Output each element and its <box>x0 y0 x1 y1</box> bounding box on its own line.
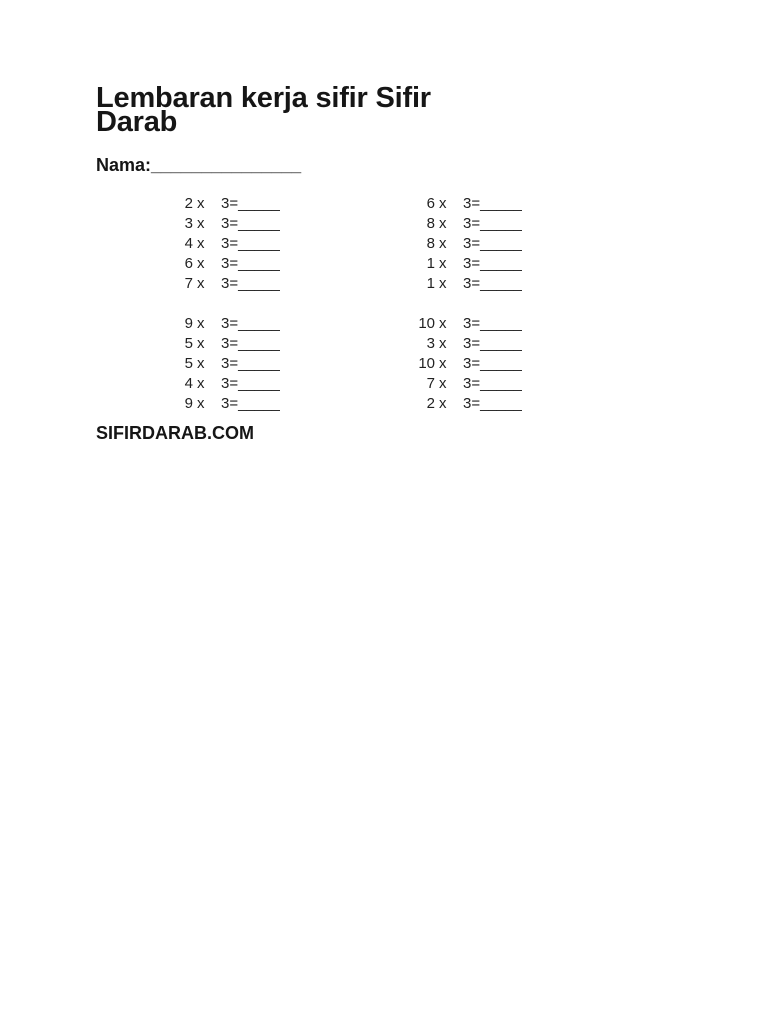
multiply-sign: x <box>197 355 205 372</box>
multiply-sign: x <box>439 215 447 232</box>
multiplicand: 6 <box>426 195 435 212</box>
multiply-sign: x <box>439 255 447 272</box>
answer-blank: 3=_____ <box>221 315 280 332</box>
multiply-sign: x <box>197 215 205 232</box>
multiplicand: 4 <box>184 235 193 252</box>
answer-blank: 3=_____ <box>221 355 280 372</box>
worksheet-page <box>96 82 696 444</box>
multiply-sign: x <box>197 375 205 392</box>
answer-blank: 3=_____ <box>463 275 522 292</box>
multiplicand: 8 <box>426 235 435 252</box>
multiply-sign: x <box>439 315 447 332</box>
multiply-sign: x <box>197 255 205 272</box>
multiply-sign: x <box>439 195 447 212</box>
multiply-sign: x <box>439 375 447 392</box>
multiply-sign: x <box>439 275 447 292</box>
answer-blank: 3=_____ <box>463 355 522 372</box>
multiply-sign: x <box>197 195 205 212</box>
worksheet-title: Lembaran kerja sifir Sifir Darab <box>96 82 431 138</box>
multiply-sign: x <box>197 275 205 292</box>
answer-blank: 3=_____ <box>221 275 280 292</box>
multiplicand: 3 <box>184 215 193 232</box>
answer-blank: 3=_____ <box>463 335 522 352</box>
multiplicand: 5 <box>184 355 193 372</box>
answer-blank: 3=_____ <box>221 255 280 272</box>
answer-blank: 3=_____ <box>463 395 522 412</box>
multiplicand: 2 <box>184 195 193 212</box>
answer-blank: 3=_____ <box>463 235 522 252</box>
answer-blank: 3=_____ <box>221 235 280 252</box>
multiply-sign: x <box>197 335 205 352</box>
problem-grid <box>96 194 696 416</box>
answer-blank: 3=_____ <box>463 255 522 272</box>
multiply-sign: x <box>197 395 205 412</box>
multiplicand: 10 <box>418 355 435 372</box>
answer-blank: 3=_____ <box>221 195 280 212</box>
answer-blank: 3=_____ <box>463 375 522 392</box>
multiplicand: 2 <box>426 395 435 412</box>
multiplicand: 8 <box>426 215 435 232</box>
answer-blank: 3=_____ <box>463 315 522 332</box>
multiplicand: 7 <box>184 275 193 292</box>
multiplicand: 7 <box>426 375 435 392</box>
answer-blank: 3=_____ <box>221 375 280 392</box>
answer-blank: 3=_____ <box>221 335 280 352</box>
multiplicand: 9 <box>184 395 193 412</box>
multiplicand: 1 <box>426 255 435 272</box>
site-footer: SIFIRDARAB.COM <box>96 423 254 443</box>
multiply-sign: x <box>439 235 447 252</box>
answer-blank: 3=_____ <box>221 215 280 232</box>
multiplicand: 9 <box>184 315 193 332</box>
multiplicand: 6 <box>184 255 193 272</box>
multiplicand: 5 <box>184 335 193 352</box>
multiply-sign: x <box>439 335 447 352</box>
answer-blank: 3=_____ <box>463 195 522 212</box>
multiplicand: 10 <box>418 315 435 332</box>
multiplicand: 3 <box>426 335 435 352</box>
multiply-sign: x <box>197 315 205 332</box>
answer-blank: 3=_____ <box>463 215 522 232</box>
multiplicand: 4 <box>184 375 193 392</box>
name-field-label: Nama:_______________ <box>96 155 302 175</box>
multiply-sign: x <box>197 235 205 252</box>
multiplicand: 1 <box>426 275 435 292</box>
multiply-sign: x <box>439 355 447 372</box>
multiply-sign: x <box>439 395 447 412</box>
answer-blank: 3=_____ <box>221 395 280 412</box>
